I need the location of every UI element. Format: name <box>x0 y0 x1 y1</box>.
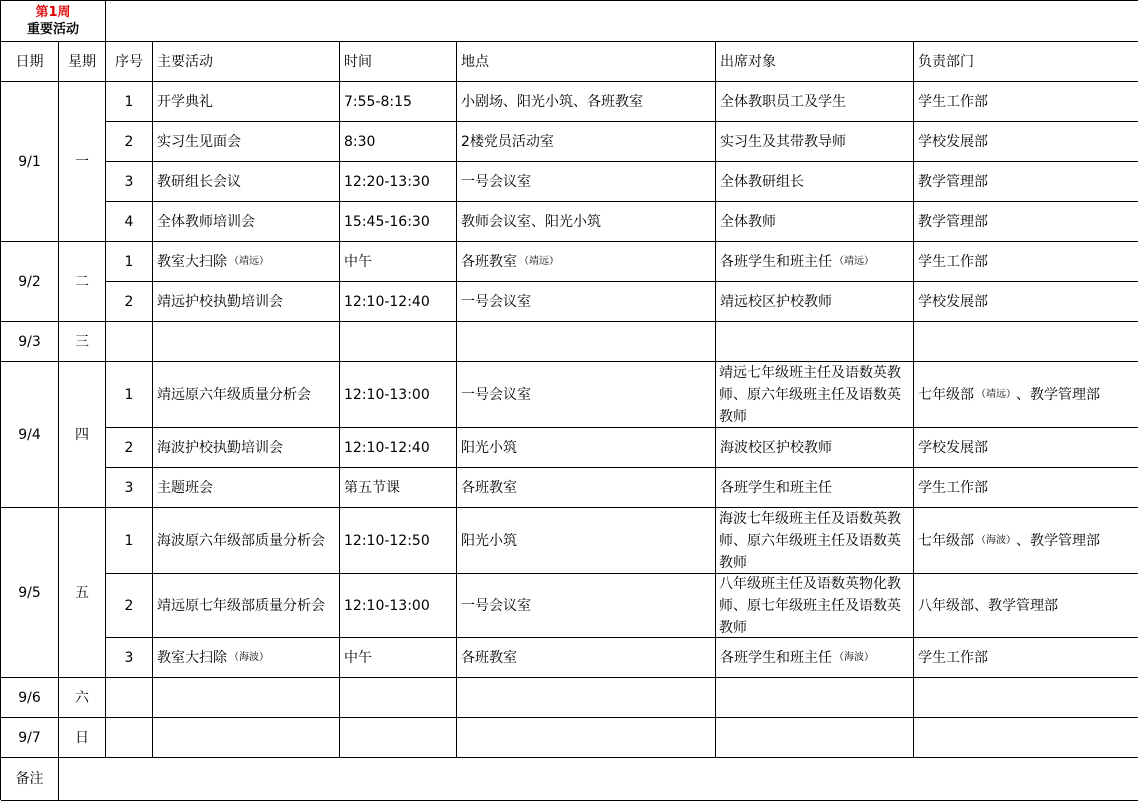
header-location-text: 地点 <box>461 53 489 70</box>
weekday-cell-text: 一 <box>75 153 89 170</box>
activity-note: （靖远） <box>229 255 269 267</box>
dept-cell-text: 学校发展部 <box>918 133 988 150</box>
dept-cell-text: 学校发展部 <box>918 439 988 456</box>
location-cell[interactable] <box>457 202 716 242</box>
activity-cell[interactable] <box>153 362 340 428</box>
location-cell-text: 各班教室 <box>461 253 517 270</box>
row-number-text: 2 <box>124 439 134 456</box>
time-cell-text: 中午 <box>344 649 372 666</box>
location-cell[interactable] <box>457 122 716 162</box>
weekday-cell <box>59 718 106 758</box>
date-cell <box>1 322 59 362</box>
activity-cell[interactable] <box>153 508 340 574</box>
row-number-text: 1 <box>124 253 134 270</box>
row-number-text: 2 <box>124 293 134 310</box>
dept-cell-text: 学生工作部 <box>918 93 988 110</box>
dept-cell[interactable] <box>914 82 1138 122</box>
activity-cell-text: 主题班会 <box>157 479 213 496</box>
row-number <box>106 202 153 242</box>
time-cell-text: 12:10-13:00 <box>344 597 430 614</box>
weekday-cell-text: 三 <box>75 333 89 350</box>
activity-cell-text: 教室大扫除 <box>157 253 227 270</box>
attendees-cell[interactable] <box>716 82 914 122</box>
empty-cell[interactable] <box>716 322 914 362</box>
empty-cell[interactable] <box>914 322 1138 362</box>
location-cell-text: 2楼党员活动室 <box>461 133 554 150</box>
dept-cell[interactable] <box>914 282 1138 322</box>
activity-cell[interactable] <box>153 242 340 282</box>
weekday-cell-text: 日 <box>75 729 89 746</box>
empty-cell[interactable] <box>106 322 153 362</box>
dept-cell-text: 七年级部 <box>918 532 974 549</box>
time-cell-text: 15:45-16:30 <box>344 213 430 230</box>
dept-cell[interactable] <box>914 638 1138 678</box>
location-cell[interactable] <box>457 362 716 428</box>
dept-cell-text: 八年级部、教学管理部 <box>918 597 1058 614</box>
row-number <box>106 468 153 508</box>
attendees-note: （海波） <box>834 651 874 663</box>
date-cell <box>1 718 59 758</box>
empty-cell[interactable] <box>153 718 340 758</box>
empty-cell[interactable] <box>457 718 716 758</box>
activity-cell-text: 教室大扫除 <box>157 649 227 666</box>
header-activity-text: 主要活动 <box>157 53 213 70</box>
time-cell[interactable] <box>340 242 457 282</box>
week-label: 第1周 <box>35 5 71 20</box>
location-cell[interactable] <box>457 638 716 678</box>
dept-cell-text: 学生工作部 <box>918 253 988 270</box>
header-attendees-text: 出席对象 <box>720 53 776 70</box>
header-activity <box>153 42 340 82</box>
time-cell[interactable] <box>340 638 457 678</box>
header-date-text: 日期 <box>15 53 44 70</box>
dept-cell-text: 学校发展部 <box>918 293 988 310</box>
attendees-cell-text: 实习生及其带教导师 <box>720 133 846 150</box>
dept-note: （靖远） <box>976 388 1016 400</box>
location-cell[interactable] <box>457 82 716 122</box>
time-cell[interactable] <box>340 202 457 242</box>
activity-cell-text: 靖远原七年级部质量分析会 <box>157 597 325 614</box>
time-cell[interactable] <box>340 162 457 202</box>
activity-cell[interactable] <box>153 574 340 638</box>
location-note: （靖远） <box>519 255 559 267</box>
location-cell-text: 各班教室 <box>461 649 517 666</box>
date-cell-text: 9/6 <box>18 689 41 706</box>
row-number <box>106 122 153 162</box>
row-number <box>106 82 153 122</box>
time-cell-text: 12:10-12:40 <box>344 439 430 456</box>
header-date <box>1 42 59 82</box>
title-blank-cell[interactable] <box>106 1 1138 42</box>
weekday-cell-text: 五 <box>75 584 89 601</box>
empty-cell[interactable] <box>914 678 1138 718</box>
location-cell-text: 一号会议室 <box>461 597 531 614</box>
row-number <box>106 574 153 638</box>
activity-cell-text: 靖远护校执勤培训会 <box>157 293 283 310</box>
location-cell-text: 阳光小筑 <box>461 532 517 549</box>
empty-cell[interactable] <box>153 322 340 362</box>
row-number <box>106 282 153 322</box>
location-cell[interactable] <box>457 162 716 202</box>
date-cell <box>1 362 59 508</box>
location-cell[interactable] <box>457 242 716 282</box>
date-cell-text: 9/5 <box>18 584 41 601</box>
dept-tail: 、教学管理部 <box>1016 386 1100 403</box>
row-number-text: 2 <box>124 133 134 150</box>
activity-cell[interactable] <box>153 282 340 322</box>
time-cell[interactable] <box>340 82 457 122</box>
attendees-cell-text: 各班学生和班主任 <box>720 479 832 496</box>
empty-cell[interactable] <box>716 678 914 718</box>
time-cell[interactable] <box>340 468 457 508</box>
location-cell[interactable] <box>457 574 716 638</box>
date-cell <box>1 678 59 718</box>
header-weekday <box>59 42 106 82</box>
location-cell-text: 一号会议室 <box>461 293 531 310</box>
row-number-text: 4 <box>124 213 134 230</box>
location-cell-text: 各班教室 <box>461 479 517 496</box>
row-number-text: 1 <box>124 386 134 403</box>
attendees-cell-text: 全体教研组长 <box>720 173 804 190</box>
attendees-cell[interactable] <box>716 362 914 428</box>
location-cell[interactable] <box>457 508 716 574</box>
activity-cell[interactable] <box>153 428 340 468</box>
attendees-cell-text: 八年级班主任及语数英物化教师、原七年级班主任及语数英教师 <box>719 575 901 636</box>
dept-cell[interactable] <box>914 162 1138 202</box>
week-title-cell <box>1 1 106 42</box>
date-cell <box>1 242 59 322</box>
empty-cell[interactable] <box>457 322 716 362</box>
empty-cell[interactable] <box>153 678 340 718</box>
weekday-cell-text: 四 <box>75 426 89 443</box>
activity-cell[interactable] <box>153 468 340 508</box>
empty-cell[interactable] <box>457 678 716 718</box>
header-no-text: 序号 <box>115 53 143 70</box>
attendees-cell[interactable] <box>716 282 914 322</box>
weekday-cell <box>59 678 106 718</box>
weekday-cell <box>59 362 106 508</box>
empty-cell[interactable] <box>340 678 457 718</box>
dept-cell[interactable] <box>914 508 1138 574</box>
attendees-cell[interactable] <box>716 428 914 468</box>
row-number-text: 1 <box>124 93 134 110</box>
time-cell-text: 第五节课 <box>344 479 400 496</box>
activity-cell-text: 全体教师培训会 <box>157 213 255 230</box>
header-time-text: 时间 <box>344 53 372 70</box>
time-cell-text: 12:20-13:30 <box>344 173 430 190</box>
attendees-cell-text: 靖远七年级班主任及语数英教师、原六年级班主任及语数英教师 <box>719 364 901 425</box>
activity-note: （海波） <box>229 651 269 663</box>
activity-cell[interactable] <box>153 82 340 122</box>
location-cell-text: 教师会议室、阳光小筑 <box>461 213 601 230</box>
weekday-cell-text: 六 <box>75 689 89 706</box>
activity-cell[interactable] <box>153 122 340 162</box>
location-cell-text: 一号会议室 <box>461 386 531 403</box>
attendees-cell[interactable] <box>716 638 914 678</box>
remarks-label-text: 备注 <box>15 771 44 787</box>
empty-cell[interactable] <box>716 718 914 758</box>
location-cell-text: 小剧场、阳光小筑、各班教室 <box>461 93 643 110</box>
dept-note: （海波） <box>976 534 1016 546</box>
header-weekday-text: 星期 <box>68 53 96 70</box>
dept-cell-text: 学生工作部 <box>918 479 988 496</box>
time-cell-text: 12:10-12:40 <box>344 293 430 310</box>
time-cell[interactable] <box>340 428 457 468</box>
subtitle-label: 重要活动 <box>26 22 79 37</box>
header-time <box>340 42 457 82</box>
weekday-cell <box>59 322 106 362</box>
remarks-input[interactable] <box>59 758 1138 801</box>
activity-cell-text: 靖远原六年级质量分析会 <box>157 386 311 403</box>
time-cell[interactable] <box>340 282 457 322</box>
row-number-text: 3 <box>124 649 134 666</box>
attendees-cell[interactable] <box>716 242 914 282</box>
dept-cell[interactable] <box>914 202 1138 242</box>
empty-cell[interactable] <box>340 718 457 758</box>
dept-cell-text: 教学管理部 <box>918 213 988 230</box>
activity-cell[interactable] <box>153 162 340 202</box>
row-number <box>106 428 153 468</box>
attendees-cell-text: 海波校区护校教师 <box>720 439 832 456</box>
weekday-cell <box>59 82 106 242</box>
attendees-cell[interactable] <box>716 162 914 202</box>
activity-cell[interactable] <box>153 638 340 678</box>
dept-tail: 、教学管理部 <box>1016 532 1100 549</box>
attendees-cell-text: 各班学生和班主任 <box>720 253 832 270</box>
attendees-cell-text: 靖远校区护校教师 <box>720 293 832 310</box>
empty-cell[interactable] <box>106 718 153 758</box>
row-number-text: 2 <box>124 597 134 614</box>
date-cell-text: 9/1 <box>18 153 41 170</box>
activity-cell-text: 海波原六年级部质量分析会 <box>157 532 325 549</box>
location-cell[interactable] <box>457 468 716 508</box>
activity-cell-text: 海波护校执勤培训会 <box>157 439 283 456</box>
attendees-note: （靖远） <box>834 255 874 267</box>
row-number-text: 1 <box>124 532 134 549</box>
activity-cell-text: 教研组长会议 <box>157 173 241 190</box>
header-no <box>106 42 153 82</box>
row-number <box>106 362 153 428</box>
row-number <box>106 638 153 678</box>
location-cell[interactable] <box>457 282 716 322</box>
activity-cell-text: 实习生见面会 <box>157 133 241 150</box>
location-cell-text: 一号会议室 <box>461 173 531 190</box>
time-cell-text: 7:55-8:15 <box>344 93 412 110</box>
time-cell[interactable] <box>340 362 457 428</box>
time-cell[interactable] <box>340 508 457 574</box>
dept-cell[interactable] <box>914 122 1138 162</box>
empty-cell[interactable] <box>106 678 153 718</box>
location-cell[interactable] <box>457 428 716 468</box>
dept-cell-text: 七年级部 <box>918 386 974 403</box>
weekday-cell-text: 二 <box>75 273 89 290</box>
dept-cell[interactable] <box>914 362 1138 428</box>
time-cell-text: 8:30 <box>344 133 376 150</box>
attendees-cell[interactable] <box>716 508 914 574</box>
empty-cell[interactable] <box>914 718 1138 758</box>
header-dept-text: 负责部门 <box>918 53 974 70</box>
dept-cell-text: 教学管理部 <box>918 173 988 190</box>
attendees-cell-text: 海波七年级班主任及语数英教师、原六年级班主任及语数英教师 <box>719 510 901 571</box>
time-cell-text: 12:10-13:00 <box>344 386 430 403</box>
date-cell-text: 9/3 <box>18 333 41 350</box>
time-cell[interactable] <box>340 122 457 162</box>
header-location <box>457 42 716 82</box>
time-cell[interactable] <box>340 574 457 638</box>
dept-cell[interactable] <box>914 468 1138 508</box>
date-cell-text: 9/7 <box>18 729 41 746</box>
dept-cell[interactable] <box>914 242 1138 282</box>
activity-cell[interactable] <box>153 202 340 242</box>
location-cell-text: 阳光小筑 <box>461 439 517 456</box>
row-number <box>106 242 153 282</box>
row-number <box>106 508 153 574</box>
date-cell <box>1 82 59 242</box>
row-number-text: 3 <box>124 479 134 496</box>
date-cell-text: 9/2 <box>18 273 41 290</box>
empty-cell[interactable] <box>340 322 457 362</box>
attendees-cell-text: 全体教职员工及学生 <box>720 93 846 110</box>
time-cell-text: 中午 <box>344 253 372 270</box>
attendees-cell[interactable] <box>716 574 914 638</box>
header-attendees <box>716 42 914 82</box>
dept-cell[interactable] <box>914 428 1138 468</box>
row-number <box>106 162 153 202</box>
row-number-text: 3 <box>124 173 134 190</box>
weekday-cell <box>59 508 106 678</box>
remarks-label <box>1 758 59 801</box>
attendees-cell[interactable] <box>716 468 914 508</box>
dept-cell-text: 学生工作部 <box>918 649 988 666</box>
activity-cell-text: 开学典礼 <box>157 93 213 110</box>
date-cell-text: 9/4 <box>18 426 41 443</box>
weekday-cell <box>59 242 106 322</box>
attendees-cell-text: 全体教师 <box>720 213 776 230</box>
date-cell <box>1 508 59 678</box>
dept-cell[interactable] <box>914 574 1138 638</box>
attendees-cell[interactable] <box>716 122 914 162</box>
attendees-cell[interactable] <box>716 202 914 242</box>
attendees-cell-text: 各班学生和班主任 <box>720 649 832 666</box>
time-cell-text: 12:10-12:50 <box>344 532 430 549</box>
header-dept <box>914 42 1138 82</box>
